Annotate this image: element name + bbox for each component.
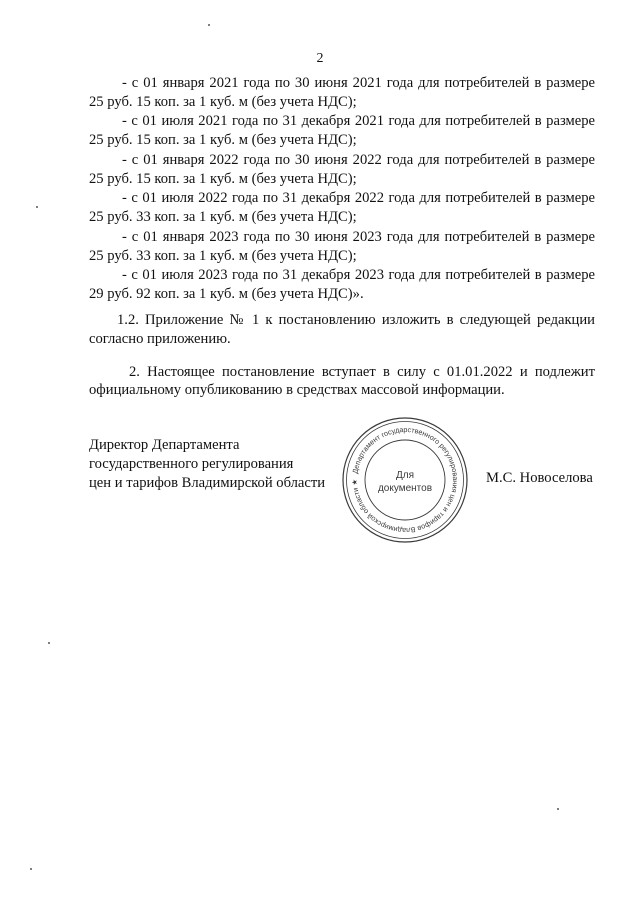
tariff-item-price: 29 руб. 92 коп. за 1 куб. м (без учета НДС)». bbox=[89, 286, 364, 303]
tariff-item bbox=[89, 266, 595, 304]
paragraph-2-line1: 2. Настоящее постановление вступает в силу с 01.01.2022 и подлежит bbox=[129, 363, 595, 380]
tariff-item-period: - с 01 июля 2022 года по 31 декабря 2022 года для потребителей в размере bbox=[122, 190, 595, 207]
tariff-item-price: 25 руб. 15 коп. за 1 куб. м (без учета НДС); bbox=[89, 170, 357, 187]
tariff-item-price: 25 руб. 15 коп. за 1 куб. м (без учета НДС); bbox=[89, 132, 357, 149]
tariff-item-period: - с 01 января 2022 года по 30 июня 2022 года для потребителей в размере bbox=[122, 151, 595, 168]
paragraph-2-line2: официальному опубликованию в средствах массовой информации. bbox=[89, 382, 505, 399]
tariff-item-period: - с 01 января 2021 года по 30 июня 2021 года для потребителей в размере bbox=[122, 75, 595, 91]
page-number: 2 bbox=[316, 51, 324, 66]
tariff-item bbox=[89, 151, 595, 189]
tariff-item-period: - с 01 июля 2021 года по 31 декабря 2021 года для потребителей в размере bbox=[122, 113, 595, 130]
scan-speck bbox=[48, 642, 50, 644]
signer-title bbox=[89, 436, 325, 493]
tariff-item-period: - с 01 июля 2023 года по 31 декабря 2023 года для потребителей в размере bbox=[122, 267, 595, 284]
scan-speck bbox=[557, 808, 559, 810]
tariff-item bbox=[89, 74, 595, 112]
signer-name: М.С. Новоселова bbox=[486, 470, 593, 486]
tariff-item bbox=[89, 112, 595, 150]
signer-title-line3: цен и тарифов Владимирской области bbox=[89, 475, 326, 491]
paragraph-1-2-line1: 1.2. Приложение № 1 к постановлению изложить в следующей редакции bbox=[117, 312, 595, 329]
tariff-item-price: 25 руб. 33 коп. за 1 куб. м (без учета НДС); bbox=[89, 247, 357, 264]
stamp-center-line2: документов bbox=[377, 483, 433, 494]
scan-speck bbox=[30, 868, 32, 870]
scan-speck bbox=[36, 206, 38, 208]
official-stamp bbox=[340, 415, 470, 545]
paragraph-1-2 bbox=[89, 311, 595, 349]
tariff-item bbox=[89, 189, 595, 227]
paragraph-2 bbox=[89, 363, 595, 401]
signer-title-line1: Директор Департамента bbox=[89, 437, 240, 453]
tariff-item-price: 25 руб. 15 коп. за 1 куб. м (без учета НДС); bbox=[89, 93, 357, 110]
tariff-item bbox=[89, 228, 595, 266]
tariff-item-period: - с 01 января 2023 года по 30 июня 2023 года для потребителей в размере bbox=[122, 228, 595, 245]
document-body bbox=[89, 74, 595, 400]
stamp-ring-text: Департамент государственного регулирования цен и тарифов Владимирской области ★ bbox=[349, 424, 461, 536]
paragraph-1-2-line2: согласно приложению. bbox=[89, 330, 231, 347]
scan-speck bbox=[208, 24, 210, 26]
tariff-item-price: 25 руб. 33 коп. за 1 куб. м (без учета НДС); bbox=[89, 209, 357, 226]
signer-title-line2: государственного регулирования bbox=[89, 456, 294, 472]
stamp-center-line1: Для bbox=[395, 470, 415, 481]
